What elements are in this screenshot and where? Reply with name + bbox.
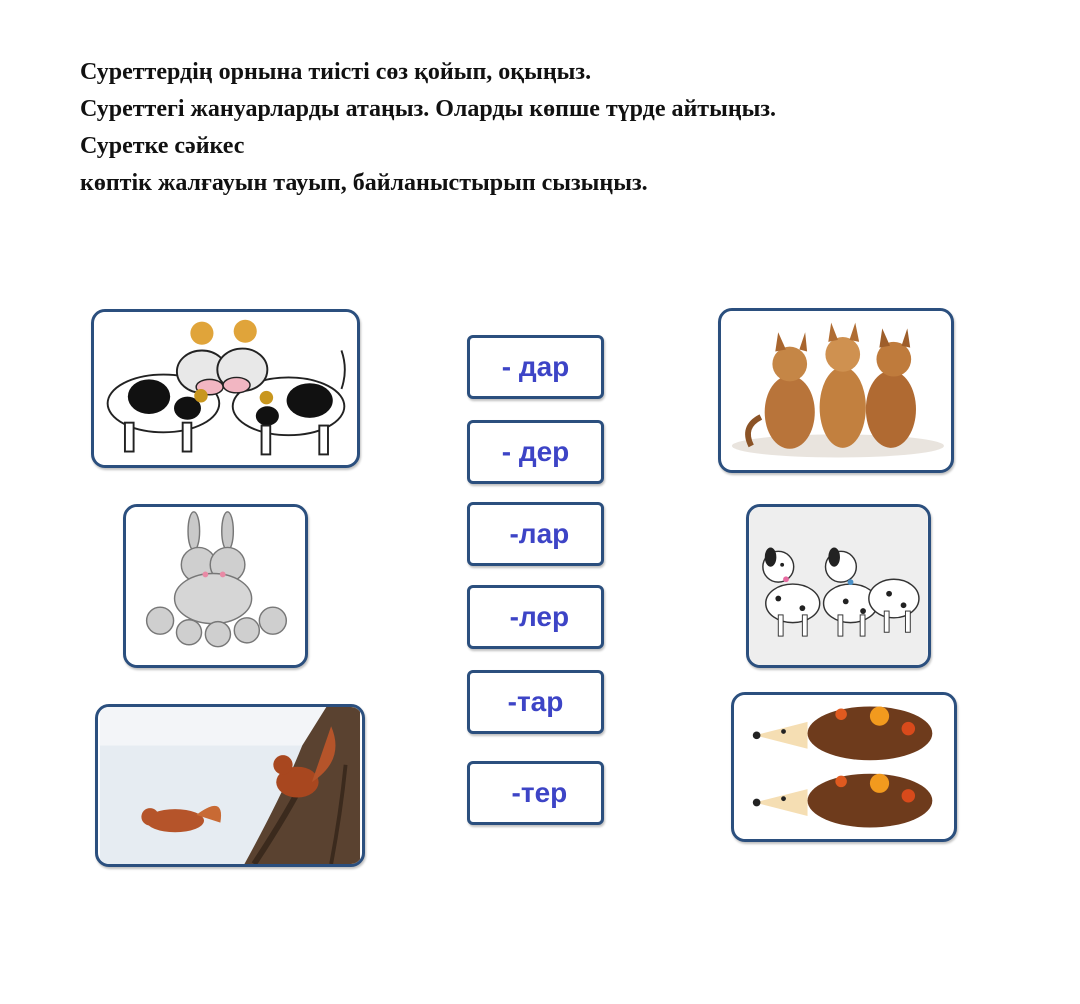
instruction-line-2: Суреттегі жануарларды атаңыз. Оларды көпше түрде айтыңыз. [80, 96, 777, 122]
instruction-line-4: көптік жалғауын тауып, байланыстырып сызыңыз. [80, 170, 648, 196]
suffix-tar[interactable]: -тар [467, 670, 604, 734]
rabbits-illustration [126, 507, 305, 665]
instruction-line-3: Суретке сәйкес [80, 133, 245, 159]
hedgehogs-image[interactable] [731, 692, 957, 842]
rabbits-image[interactable] [123, 504, 308, 668]
cats-image[interactable] [718, 308, 954, 473]
instructions [80, 54, 1040, 202]
cats-photo [721, 311, 951, 470]
hedgehogs-illustration [734, 695, 954, 839]
squirrels-image[interactable] [95, 704, 365, 867]
suffix-der[interactable]: - дер [467, 420, 604, 484]
instruction-line-1: Суреттердің орнына тиісті сөз қойып, оқыңыз. [80, 59, 592, 85]
dalmatian-puppies-illustration [749, 507, 928, 665]
cows-image[interactable] [91, 309, 360, 468]
squirrels-photo [98, 707, 362, 864]
suffix-lar[interactable]: -лар [467, 502, 604, 566]
cows-illustration [94, 312, 357, 465]
suffix-ler[interactable]: -лер [467, 585, 604, 649]
suffix-dar[interactable]: - дар [467, 335, 604, 399]
dalmatian-puppies-image[interactable] [746, 504, 931, 668]
suffix-ter[interactable]: -тер [467, 761, 604, 825]
